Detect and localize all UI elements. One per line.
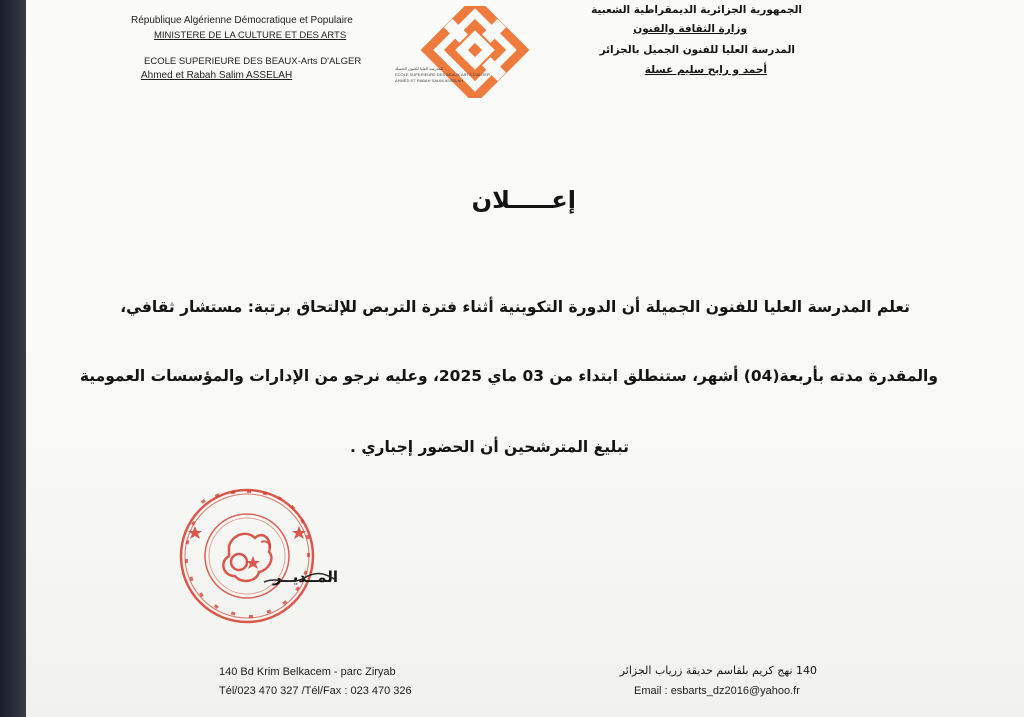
scanner-edge: [0, 0, 26, 717]
header-fr-republic: République Algérienne Démocratique et Populaire: [131, 15, 353, 26]
email-label: Email :: [634, 685, 668, 697]
footer-phone: Tél/023 470 327 /Tél/Fax : 023 470 326: [219, 685, 412, 697]
announcement-title: إعـــــلان: [471, 186, 576, 214]
email-value: esbarts_dz2016@yahoo.fr: [670, 685, 800, 697]
header-fr-ministry: MINISTERE DE LA CULTURE ET DES ARTS: [154, 30, 347, 41]
footer-email: [634, 685, 800, 697]
director-signature-title: المــديــر: [273, 568, 338, 586]
school-logo: [390, 6, 560, 98]
logo-caption: AHMED ET RABAH SALIM ASSELAH: [395, 78, 463, 83]
signature-icon: [260, 566, 340, 590]
header-ar-republic: الجمهورية الجزائرية الديمقراطية الشعبية: [591, 4, 802, 16]
logo-caption: ECOLE SUPERIEURE DES BEAUX-ARTS D'ALGER: [395, 72, 490, 77]
body-text-line: تبليغ المترشحين أن الحضور إجباري .: [350, 438, 629, 456]
header-ar-ministry: وزارة الثقافة والفنون: [633, 23, 747, 35]
document-page: [26, 0, 1024, 717]
official-stamp: [177, 486, 317, 626]
footer-ar-address: 140 نهج كريم بلقاسم حديقة زرياب الجزائر: [619, 664, 817, 677]
footer-fr-address: 140 Bd Krim Belkacem - parc Ziryab: [219, 666, 396, 678]
header-ar-school: المدرسة العليا للفنون الجميل بالجزائر: [599, 44, 795, 56]
header-fr-school: ECOLE SUPERIEURE DES BEAUX-Arts D'ALGER: [144, 56, 362, 67]
header-fr-founders: Ahmed et Rabah Salim ASSELAH: [141, 70, 293, 81]
logo-caption: المدرسة العليا للفنون الجميلة: [395, 66, 444, 71]
body-text-line: والمقدرة مدته بأربعة(04) أشهر، ستنطلق ابتداء من 03 ماي 2025، وعليه نرجو من الإدارات والمؤسسات العمومية: [79, 367, 938, 385]
header-ar-founders: أحمد و رابح سليم عسلة: [644, 64, 767, 76]
body-text-line: تعلم المدرسة العليا للفنون الجميلة أن الدورة التكوينية أثناء فترة التربص للإلتحاق برتبة: مستشار ثقافي،: [120, 298, 910, 316]
